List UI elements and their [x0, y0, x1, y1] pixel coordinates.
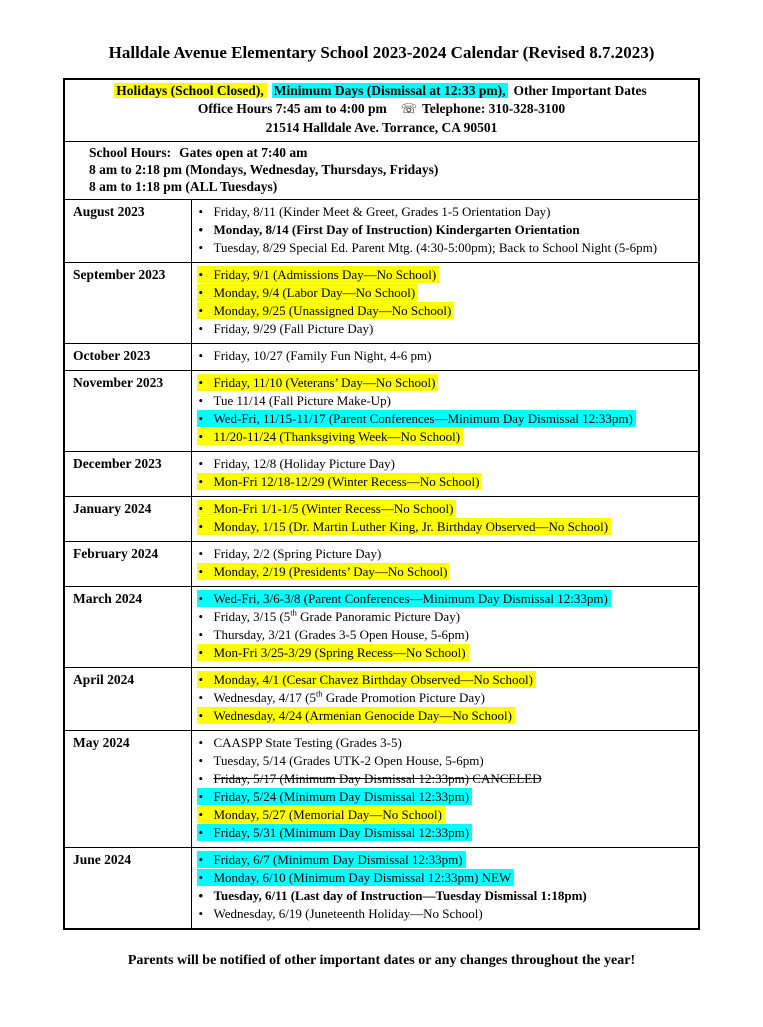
event-item: • Wednesday, 6/19 (Juneteenth Holiday—No School) [198, 906, 483, 921]
events-cell [191, 371, 699, 452]
page-title: Halldale Avenue Elementary School 2023-2024 Calendar (Revised 8.7.2023) [108, 43, 655, 62]
bullet-icon: • [198, 735, 204, 750]
month-name: August 2023 [64, 200, 191, 263]
bullet-icon: • [198, 375, 204, 390]
school-hours-row [64, 142, 699, 200]
bullet-icon: • [198, 852, 204, 867]
legend-other-dates: Other Important Dates [513, 83, 647, 98]
event-item: • Monday, 9/4 (Labor Day—No School) [199, 284, 695, 302]
legend-holidays: Holidays (School Closed), [114, 83, 266, 98]
event-item: • Tuesday, 6/11 (Last day of Instruction—Tuesday Dismissal 1:18pm) [198, 888, 587, 903]
events-cell [191, 848, 699, 930]
event-item: • Wed-Fri, 3/6-3/8 (Parent Conferences—Minimum Day Dismissal 12:33pm) [199, 590, 695, 608]
bullet-icon: • [198, 870, 204, 885]
school-hours-label: School Hours: [89, 145, 172, 160]
month-row [64, 200, 699, 263]
event-item: • Friday, 3/15 (5th Grade Panoramic Picture Day) [198, 607, 461, 624]
events-cell [191, 263, 699, 344]
event-item: • Monday, 4/1 (Cesar Chavez Birthday Observed—No School) [199, 671, 695, 689]
phone-icon: ☏ [400, 102, 418, 117]
bullet-icon: • [198, 645, 204, 660]
bullet-icon: • [198, 753, 204, 768]
bullet-icon: • [198, 456, 204, 471]
bullet-icon: • [198, 609, 204, 624]
bullet-icon: • [198, 348, 204, 363]
events-cell [191, 668, 699, 731]
month-row [64, 263, 699, 344]
event-item: • Friday, 5/24 (Minimum Day Dismissal 12:33pm) [199, 788, 695, 806]
bullet-icon: • [198, 591, 204, 606]
bullet-icon: • [198, 285, 204, 300]
event-item: • Monday, 2/19 (Presidents’ Day—No School) [199, 563, 695, 581]
bullet-icon: • [198, 825, 204, 840]
events-cell [191, 452, 699, 497]
bullet-icon: • [198, 672, 204, 687]
event-item: • Friday, 8/11 (Kinder Meet & Greet, Grades 1-5 Orientation Day) [198, 204, 551, 219]
bullet-icon: • [198, 303, 204, 318]
month-name: February 2024 [64, 542, 191, 587]
bullet-icon: • [198, 474, 204, 489]
bullet-icon: • [198, 627, 204, 642]
events-cell [191, 542, 699, 587]
event-item: • Monday, 9/25 (Unassigned Day—No School) [199, 302, 695, 320]
school-hours-weekdays: 8 am to 2:18 pm (Mondays, Wednesday, Thursdays, Fridays) [89, 162, 439, 177]
month-name: January 2024 [64, 497, 191, 542]
telephone-number: Telephone: 310-328-3100 [422, 101, 566, 116]
month-row [64, 668, 699, 731]
bullet-icon: • [198, 519, 204, 534]
month-row [64, 371, 699, 452]
legend-row [64, 79, 699, 142]
month-name: November 2023 [64, 371, 191, 452]
event-item: • Wed-Fri, 11/15-11/17 (Parent Conferences—Minimum Day Dismissal 12:33pm) [199, 410, 695, 428]
event-item: • Friday, 6/7 (Minimum Day Dismissal 12:33pm) [199, 851, 695, 869]
month-name: September 2023 [64, 263, 191, 344]
bullet-icon: • [198, 411, 204, 426]
bullet-icon: • [198, 240, 204, 255]
bullet-icon: • [198, 690, 204, 705]
bullet-icon: • [198, 222, 204, 237]
month-row [64, 344, 699, 371]
bullet-icon: • [198, 546, 204, 561]
events-cell [191, 497, 699, 542]
month-name: March 2024 [64, 587, 191, 668]
event-item: • Monday, 8/14 (First Day of Instruction) Kindergarten Orientation [198, 222, 580, 237]
event-item: • Friday, 10/27 (Family Fun Night, 4-6 pm) [198, 348, 432, 363]
event-item: • Mon-Fri 1/1-1/5 (Winter Recess—No School) [199, 500, 695, 518]
event-item: • Tuesday, 8/29 Special Ed. Parent Mtg. (4:30-5:00pm); Back to School Night (5-6pm) [198, 240, 658, 255]
month-row [64, 587, 699, 668]
bullet-icon: • [198, 501, 204, 516]
bullet-icon: • [198, 771, 204, 786]
bullet-icon: • [198, 564, 204, 579]
event-item: • Wednesday, 4/17 (5th Grade Promotion Picture Day) [198, 688, 485, 705]
month-name: April 2024 [64, 668, 191, 731]
event-item: • Tue 11/14 (Fall Picture Make-Up) [198, 393, 391, 408]
bullet-icon: • [198, 321, 204, 336]
legend-line-2 [71, 100, 692, 119]
month-name: May 2024 [64, 731, 191, 848]
event-item: • Friday, 12/8 (Holiday Picture Day) [198, 456, 395, 471]
event-item: • 11/20-11/24 (Thanksgiving Week—No School) [199, 428, 695, 446]
event-item: • CAASPP State Testing (Grades 3-5) [198, 735, 402, 750]
event-item: • Thursday, 3/21 (Grades 3-5 Open House, 5-6pm) [198, 627, 469, 642]
footer-note: Parents will be notified of other important dates or any changes throughout the year! [127, 953, 636, 968]
event-item: • Friday, 2/2 (Spring Picture Day) [198, 546, 382, 561]
month-name: December 2023 [64, 452, 191, 497]
bullet-icon: • [198, 708, 204, 723]
school-hours-cell [64, 142, 699, 200]
bullet-icon: • [198, 807, 204, 822]
event-item: • Monday, 1/15 (Dr. Martin Luther King, Jr. Birthday Observed—No School) [199, 518, 695, 536]
event-item: • Mon-Fri 3/25-3/29 (Spring Recess—No School) [199, 644, 695, 662]
events-cell [191, 200, 699, 263]
month-row [64, 731, 699, 848]
month-row [64, 452, 699, 497]
bullet-icon: • [198, 393, 204, 408]
event-item: • Friday, 5/31 (Minimum Day Dismissal 12:33pm) [199, 824, 695, 842]
school-address: 21514 Halldale Ave. Torrance, CA 90501 [265, 120, 498, 135]
month-row [64, 848, 699, 930]
legend-cell [64, 79, 699, 142]
event-item: • Friday, 5/17 (Minimum Day Dismissal 12:33pm) CANCELED [198, 771, 542, 786]
event-item: • Monday, 6/10 (Minimum Day Dismissal 12:33pm) NEW [199, 869, 695, 887]
bullet-icon: • [198, 888, 204, 903]
event-item: • Tuesday, 5/14 (Grades UTK-2 Open House, 5-6pm) [198, 753, 484, 768]
event-item: • Friday, 11/10 (Veterans’ Day—No School) [199, 374, 695, 392]
event-item: • Mon-Fri 12/18-12/29 (Winter Recess—No School) [199, 473, 695, 491]
school-hours-line-1 [89, 144, 692, 161]
calendar-table [63, 78, 700, 930]
bullet-icon: • [198, 789, 204, 804]
events-cell [191, 731, 699, 848]
bullet-icon: • [198, 267, 204, 282]
event-item: • Wednesday, 4/24 (Armenian Genocide Day—No School) [199, 707, 695, 725]
legend-line-1 [71, 82, 692, 100]
events-cell [191, 587, 699, 668]
event-item: • Friday, 9/1 (Admissions Day—No School) [199, 266, 695, 284]
events-cell [191, 344, 699, 371]
event-item: • Monday, 5/27 (Memorial Day—No School) [199, 806, 695, 824]
month-name: June 2024 [64, 848, 191, 930]
bullet-icon: • [198, 429, 204, 444]
month-row [64, 542, 699, 587]
legend-minimum-days: Minimum Days (Dismissal at 12:33 pm), [272, 83, 509, 98]
month-row [64, 497, 699, 542]
month-name: October 2023 [64, 344, 191, 371]
school-hours-tuesdays: 8 am to 1:18 pm (ALL Tuesdays) [89, 179, 278, 194]
school-hours-gates: Gates open at 7:40 am [179, 145, 308, 160]
bullet-icon: • [198, 204, 204, 219]
bullet-icon: • [198, 906, 204, 921]
event-item: • Friday, 9/29 (Fall Picture Day) [198, 321, 374, 336]
office-hours: Office Hours 7:45 am to 4:00 pm [197, 101, 387, 116]
